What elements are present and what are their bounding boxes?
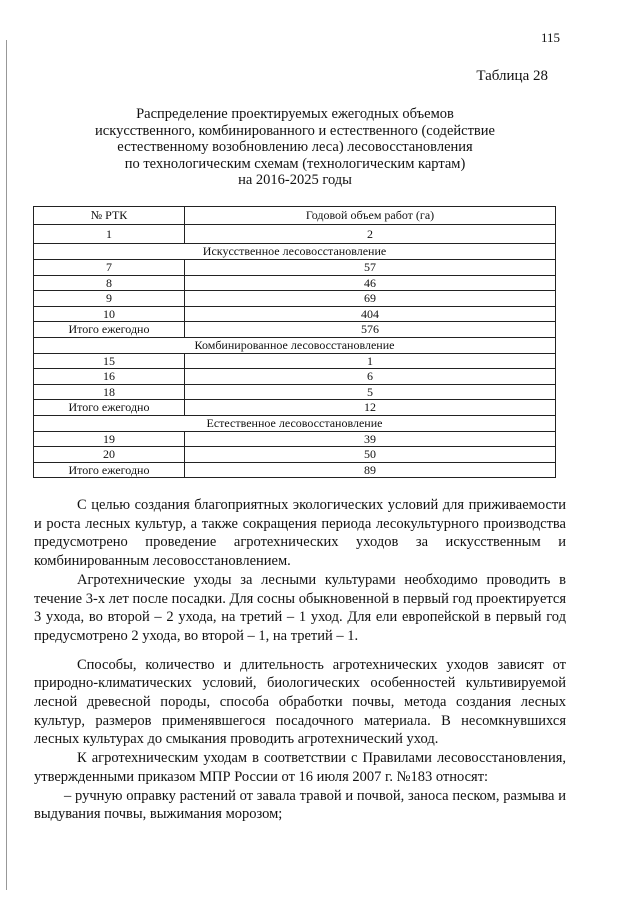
total-row: [34, 462, 556, 478]
page-number: 115: [540, 30, 560, 45]
title-line: по технологическим схемам (технологическим картам): [124, 155, 466, 172]
index-cell: 2: [185, 225, 556, 244]
table-row: [34, 431, 556, 447]
title-line: искусственного, комбинированного и естественного (содействие: [95, 122, 495, 139]
total-value: 576: [185, 322, 556, 338]
section-row: [34, 244, 556, 260]
table-row: [34, 275, 556, 291]
rtk-cell: 18: [34, 384, 185, 400]
table-row: [34, 353, 556, 369]
rtk-cell: 9: [34, 291, 185, 307]
total-value: 12: [185, 400, 556, 416]
rtk-cell: 16: [34, 369, 185, 385]
section-artificial: Искусственное лесовосстановление: [34, 244, 556, 260]
total-row: [34, 400, 556, 416]
paragraph: Агротехнические уходы за лесными культурами необходимо проводить в течение 3-х лет после посадки. Для сосны обыкновенной в первый год проектируется 3 ухода, во второй – 2 ухода, на третий – 1 уход. Для ели европейской в первый год предусмотрено 2 ухода, во второй – 1, на третий – 1.: [34, 571, 566, 644]
body-text: [34, 496, 566, 824]
table-row: [34, 384, 556, 400]
table-row: [34, 447, 556, 463]
header-volume: Годовой объем работ (га): [185, 207, 556, 225]
total-row: [34, 322, 556, 338]
reforestation-table: [33, 206, 556, 478]
total-label: Итого ежегодно: [34, 462, 185, 478]
table-row: [34, 306, 556, 322]
index-cell: 1: [34, 225, 185, 244]
table-index-row: [34, 225, 556, 244]
volume-cell: 1: [185, 353, 556, 369]
section-row: [34, 337, 556, 353]
total-value: 89: [185, 462, 556, 478]
rtk-cell: 19: [34, 431, 185, 447]
rtk-cell: 10: [34, 306, 185, 322]
total-label: Итого ежегодно: [34, 400, 185, 416]
volume-cell: 6: [185, 369, 556, 385]
rtk-cell: 15: [34, 353, 185, 369]
list-item: – ручную оправку растений от завала травой и почвой, заноса песком, размыва и выдувания почвы, выжимания морозом;: [34, 787, 566, 823]
rtk-cell: 20: [34, 447, 185, 463]
section-row: [34, 415, 556, 431]
section-natural: Естественное лесовосстановление: [34, 415, 556, 431]
volume-cell: 57: [185, 260, 556, 276]
header-rtk: № РТК: [34, 207, 185, 225]
rtk-cell: 7: [34, 260, 185, 276]
table-header-row: [34, 207, 556, 225]
title-line: естественному возобновлению леса) лесовосстановления: [117, 139, 473, 155]
scan-edge-line: [6, 40, 8, 890]
section-combined: Комбинированное лесовосстановление: [34, 337, 556, 353]
rtk-cell: 8: [34, 275, 185, 291]
paragraph: К агротехническим уходам в соответствии с Правилами лесовосстановления, утвержденными приказом МПР России от 16 июля 2007 г. №183 относят:: [34, 750, 566, 785]
table-row: [34, 260, 556, 276]
table-label: Таблица 28: [476, 68, 548, 84]
volume-cell: 46: [185, 275, 556, 291]
volume-cell: 39: [185, 431, 556, 447]
title-line: на 2016-2025 годы: [238, 172, 352, 188]
volume-cell: 50: [185, 447, 556, 463]
total-label: Итого ежегодно: [34, 322, 185, 338]
paragraph: С целью создания благоприятных экологических условий для приживаемости и роста лесных культур, а также сокращения периода лесокультурного производства предусмотрено проведение агротехнических уходов за искусственным и комбинированным лесовосстановлением.: [34, 497, 566, 570]
volume-cell: 404: [185, 306, 556, 322]
title-line: Распределение проектируемых ежегодных объемов: [136, 106, 454, 122]
table-title: [80, 106, 510, 189]
table-row: [34, 291, 556, 307]
paragraph: Способы, количество и длительность агротехнических уходов зависят от природно-климатических условий, биологических особенностей культивируемой лесной древесной породы, способа обработки почвы, метода создания лесных культур, размеров применявшегося посадочного материала. В несомкнувшихся лесных культурах до смыкания проводить агротехнический уход.: [34, 656, 566, 748]
volume-cell: 69: [185, 291, 556, 307]
volume-cell: 5: [185, 384, 556, 400]
table-row: [34, 369, 556, 385]
